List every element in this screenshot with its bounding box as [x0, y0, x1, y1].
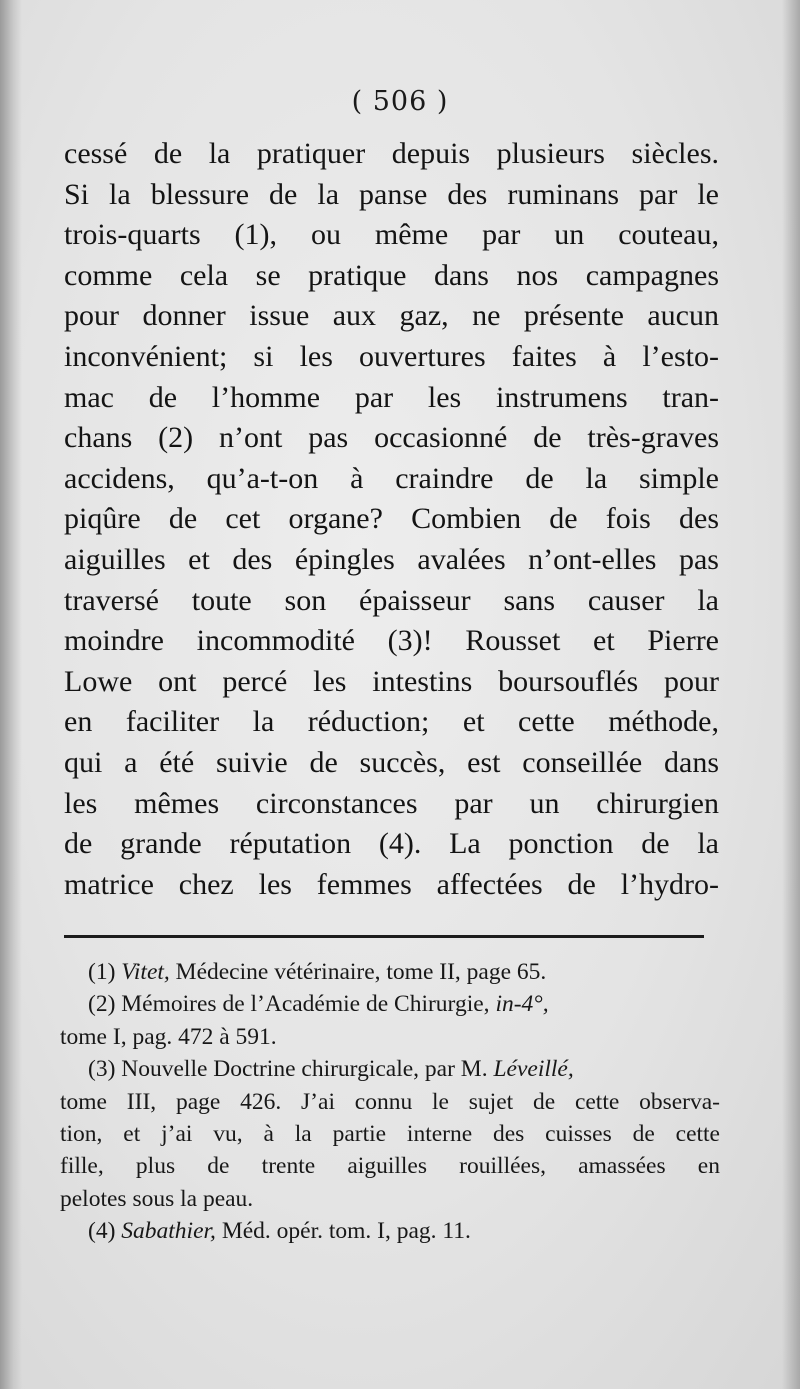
footnote-separator [64, 935, 704, 938]
footnote-text: Nouvelle Doctrine chirurgicale, par M. [121, 1056, 488, 1083]
body-line: Lowe ont percé les intestins boursouflés pour [64, 664, 719, 698]
footnote-author: Léveillé, [493, 1056, 574, 1083]
footnote-marker: (3) [88, 1056, 116, 1083]
body-line: en faciliter la réduction; et cette méthode, [64, 705, 719, 739]
body-line: piqûre de cet organe? Combien de fois des [64, 502, 719, 536]
page-number: ( 506 ) [351, 86, 449, 117]
page-edge-shadow [782, 0, 800, 1389]
footnote-4 [60, 1215, 720, 1247]
footnote-text: Méd. opér. tom. I, pag. 11. [221, 1218, 471, 1245]
footnote-2 [60, 988, 720, 1020]
body-line: qui a été suivie de succès, est conseillée dans [64, 745, 719, 779]
body-line: accidens, qu’a-t-on à craindre de la simple [64, 461, 719, 495]
body-line: pour donner issue aux gaz, ne présente aucun [64, 299, 719, 333]
footnote-2-continued: tome I, pag. 472 à 591. [60, 1023, 277, 1050]
footnote-format: in-4°, [495, 991, 549, 1018]
footnote-text: Médecine vétérinaire, tome II, page 65. [175, 959, 547, 985]
body-line: les mêmes circonstances par un chirurgien [64, 786, 719, 820]
body-line: moindre incommodité (3)! Rousset et Pierre [64, 624, 719, 658]
body-line: comme cela se pratique dans nos campagnes [64, 258, 719, 292]
body-line: de grande réputation (4). La ponction de la [64, 827, 719, 861]
footnote-marker: (1) [88, 959, 116, 985]
body-line: matrice chez les femmes affectées de l’hydro- [64, 867, 719, 901]
body-line: traversé toute son épaisseur sans causer la [64, 583, 719, 617]
footnotes [60, 956, 720, 1248]
footnote-3-line: fille, plus de trente aiguilles rouillées, amassées en [60, 1153, 720, 1180]
footnote-1 [60, 956, 720, 988]
footnote-3 [60, 1053, 720, 1085]
body-line: Si la blessure de la panse des ruminans par le [64, 177, 719, 211]
footnote-3-line: tion, et j’ai vu, à la partie interne des cuisses de cette [60, 1120, 720, 1147]
body-text [64, 134, 719, 905]
footnote-author: Vitet, [121, 959, 170, 985]
footnote-author: Sabathier, [121, 1218, 216, 1245]
body-line: mac de l’homme par les instrumens tran- [64, 380, 719, 414]
footnote-text: Mémoires de l’Académie de Chirurgie, [121, 991, 490, 1018]
body-line: trois-quarts (1), ou même par un couteau, [64, 218, 719, 252]
footnote-3-line: tome III, page 426. J’ai connu le sujet de cette observa- [60, 1088, 720, 1115]
footnote-marker: (2) [88, 991, 116, 1018]
footnote-3-line: pelotes sous la peau. [60, 1185, 254, 1212]
body-line: inconvénient; si les ouvertures faites à l’esto- [64, 339, 719, 373]
gutter-shadow [0, 0, 22, 1389]
body-line: aiguilles et des épingles avalées n’ont-elles pas [64, 542, 719, 576]
body-line: cessé de la pratiquer depuis plusieurs siècles. [64, 137, 719, 170]
body-line: chans (2) n’ont pas occasionné de très-graves [64, 421, 719, 455]
footnote-marker: (4) [88, 1218, 116, 1245]
